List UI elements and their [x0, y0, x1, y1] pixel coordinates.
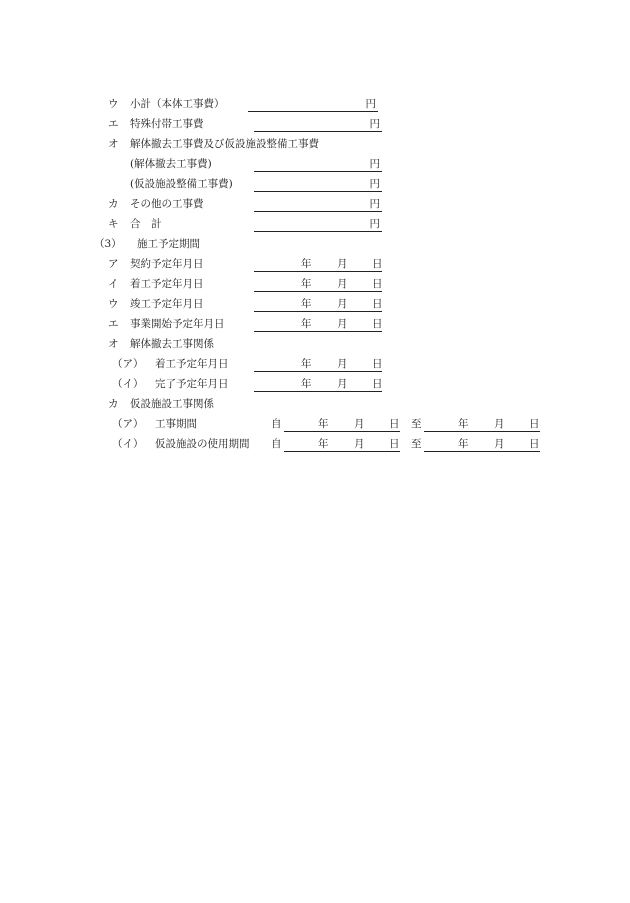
month-unit: 月	[494, 418, 505, 430]
schedule-ka1-from-field	[284, 417, 400, 432]
schedule-ka2-label: 仮設施設の使用期間	[155, 438, 250, 450]
schedule-a-label: 契約予定年月日	[130, 258, 204, 270]
cost-e-label: 特殊付帯工事費	[130, 118, 204, 130]
schedule-u-date-field	[254, 297, 382, 312]
day-unit: 日	[389, 418, 400, 430]
cost-o1-field	[254, 157, 382, 172]
schedule-heading: 施工予定期間	[137, 238, 200, 250]
to-label: 至	[411, 438, 422, 450]
schedule-o-label: 解体撤去工事関係	[130, 338, 214, 350]
schedule-o1-marker: （ア）	[112, 358, 144, 370]
day-unit: 日	[372, 378, 383, 390]
year-unit: 年	[301, 358, 312, 370]
schedule-a-marker: ア	[108, 258, 119, 270]
schedule-ka1-marker: （ア）	[112, 418, 144, 430]
year-unit: 年	[301, 378, 312, 390]
cost-u-label: 小計（本体工事費）	[130, 98, 225, 110]
day-unit: 日	[372, 278, 383, 290]
to-label: 至	[411, 418, 422, 430]
schedule-ka1-to-field	[424, 417, 540, 432]
cost-ki-label: 合 計	[130, 218, 162, 230]
month-unit: 月	[354, 418, 365, 430]
yen-unit: 円	[369, 118, 380, 130]
schedule-o2-date-field	[254, 377, 382, 392]
schedule-i-label: 着工予定年月日	[130, 278, 204, 290]
cost-e-field	[254, 117, 382, 132]
cost-o-marker: オ	[108, 138, 119, 150]
schedule-o1-label: 着工予定年月日	[155, 358, 229, 370]
schedule-heading-number: （3）	[94, 238, 122, 250]
year-unit: 年	[301, 258, 312, 270]
cost-u-marker: ウ	[108, 98, 119, 110]
schedule-ka2-from-field	[284, 437, 400, 452]
month-unit: 月	[337, 298, 348, 310]
schedule-o-marker: オ	[108, 338, 119, 350]
yen-unit: 円	[369, 158, 380, 170]
schedule-o2-label: 完了予定年月日	[155, 378, 229, 390]
cost-e-marker: エ	[108, 118, 119, 130]
schedule-e-marker: エ	[108, 318, 119, 330]
cost-o2-label: (仮設施設整備工事費)	[130, 178, 233, 190]
schedule-ka-label: 仮設施設工事関係	[130, 398, 214, 410]
cost-ka-field	[254, 197, 382, 212]
day-unit: 日	[529, 438, 540, 450]
schedule-e-date-field	[254, 317, 382, 332]
yen-unit: 円	[369, 218, 380, 230]
year-unit: 年	[458, 438, 469, 450]
day-unit: 日	[372, 358, 383, 370]
schedule-e-label: 事業開始予定年月日	[130, 318, 225, 330]
day-unit: 日	[389, 438, 400, 450]
cost-o2-field	[254, 177, 382, 192]
year-unit: 年	[318, 418, 329, 430]
month-unit: 月	[354, 438, 365, 450]
cost-o1-label: (解体撤去工事費)	[130, 158, 212, 170]
month-unit: 月	[337, 318, 348, 330]
day-unit: 日	[372, 258, 383, 270]
month-unit: 月	[494, 438, 505, 450]
month-unit: 月	[337, 358, 348, 370]
year-unit: 年	[301, 298, 312, 310]
yen-unit: 円	[369, 178, 380, 190]
day-unit: 日	[372, 298, 383, 310]
month-unit: 月	[337, 278, 348, 290]
year-unit: 年	[458, 418, 469, 430]
yen-unit: 円	[365, 98, 376, 110]
schedule-i-date-field	[254, 277, 382, 292]
schedule-o2-marker: （イ）	[112, 378, 144, 390]
year-unit: 年	[301, 318, 312, 330]
year-unit: 年	[318, 438, 329, 450]
day-unit: 日	[529, 418, 540, 430]
schedule-ka1-label: 工事期間	[155, 418, 197, 430]
schedule-u-marker: ウ	[108, 298, 119, 310]
schedule-a-date-field	[254, 257, 382, 272]
cost-ki-marker: キ	[108, 218, 119, 230]
schedule-u-label: 竣工予定年月日	[130, 298, 204, 310]
schedule-ka2-marker: （イ）	[112, 438, 144, 450]
from-label: 自	[271, 438, 282, 450]
cost-ka-label: その他の工事費	[130, 198, 204, 210]
cost-ka-marker: カ	[108, 198, 119, 210]
month-unit: 月	[337, 258, 348, 270]
day-unit: 日	[372, 318, 383, 330]
cost-u-field	[248, 97, 378, 112]
schedule-ka2-to-field	[424, 437, 540, 452]
year-unit: 年	[301, 278, 312, 290]
yen-unit: 円	[369, 198, 380, 210]
cost-o-label: 解体撤去工事費及び仮設施設整備工事費	[130, 138, 319, 150]
schedule-i-marker: イ	[108, 278, 119, 290]
schedule-o1-date-field	[254, 357, 382, 372]
schedule-ka-marker: カ	[108, 398, 119, 410]
cost-ki-field	[254, 217, 382, 232]
from-label: 自	[271, 418, 282, 430]
month-unit: 月	[337, 378, 348, 390]
